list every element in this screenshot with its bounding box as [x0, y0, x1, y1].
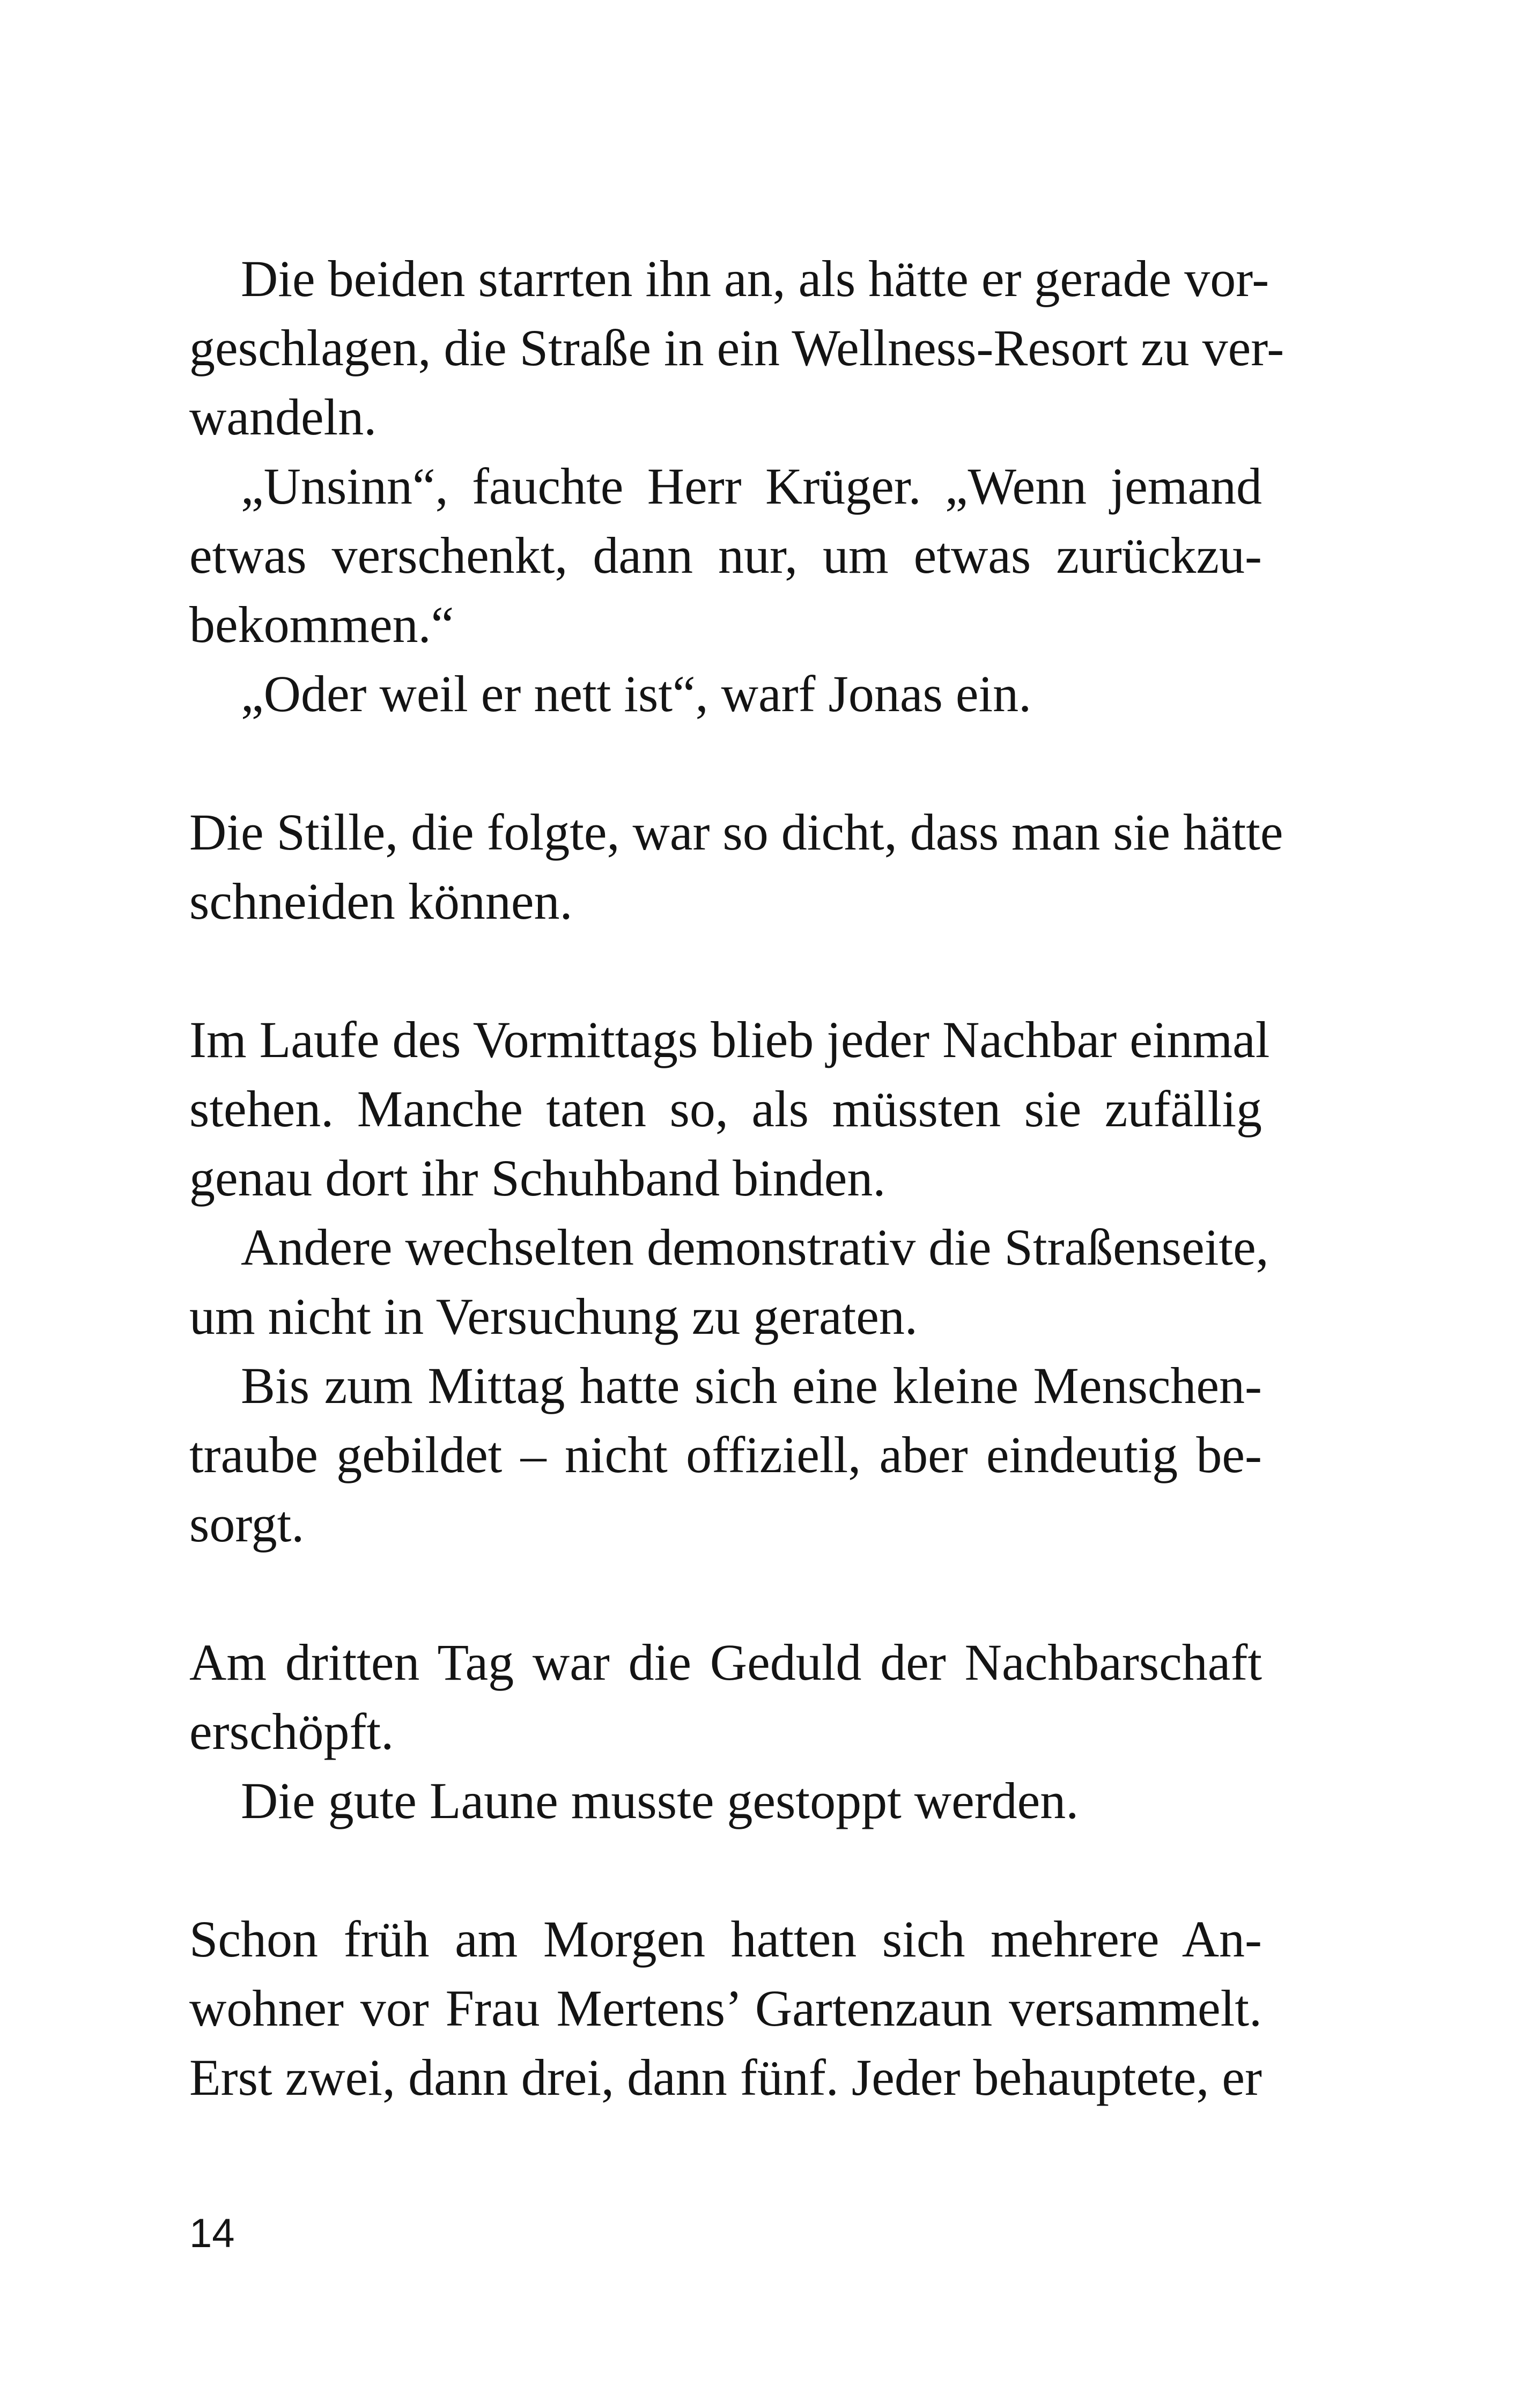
body-text — [189, 244, 1284, 2112]
text-line: traube gebildet – nicht offiziell, aber eindeutig be- — [189, 1426, 1262, 1483]
text-line: Die Stille, die folgte, war so dicht, dass man sie hätte — [189, 803, 1283, 861]
text-line: etwas verschenkt, dann nur, um etwas zurückzu- — [189, 527, 1262, 584]
text-line: Bis zum Mittag hatte sich eine kleine Menschen- — [241, 1357, 1262, 1414]
text-line: genau dort ihr Schuhband binden. — [189, 1149, 886, 1207]
text-line: erschöpft. — [189, 1703, 394, 1760]
text-line: bekommen.“ — [189, 596, 454, 653]
section-break — [189, 1558, 1262, 1628]
text-line: schneiden können. — [189, 873, 573, 930]
text-line: Die beiden starrten ihn an, als hätte er gerade vor- — [241, 250, 1269, 307]
text-line: Schon früh am Morgen hatten sich mehrere An- — [189, 1910, 1262, 1968]
page-number: 14 — [189, 2211, 235, 2256]
text-line: „Oder weil er nett ist“, warf Jonas ein. — [241, 665, 1032, 722]
text-line: um nicht in Versuchung zu geraten. — [189, 1288, 918, 1345]
section-break — [189, 936, 1262, 1005]
text-line: stehen. Manche taten so, als müssten sie zufällig — [189, 1080, 1262, 1137]
text-line: wandeln. — [189, 388, 377, 446]
text-line: Andere wechselten demonstrativ die Straßenseite, — [241, 1218, 1269, 1276]
text-line: geschlagen, die Straße in ein Wellness-Resort zu ver- — [189, 319, 1284, 376]
text-line: wohner vor Frau Mertens’ Gartenzaun versammelt. — [189, 1979, 1262, 2037]
text-line: Im Laufe des Vormittags blieb jeder Nachbar einmal — [189, 1011, 1270, 1068]
text-line: sorgt. — [189, 1495, 305, 1553]
text-line: Erst zwei, dann drei, dann fünf. Jeder behauptete, er — [189, 2049, 1262, 2106]
text-line: Am dritten Tag war die Geduld der Nachbarschaft — [189, 1634, 1262, 1691]
text-line: Die gute Laune musste gestoppt werden. — [241, 1772, 1079, 1829]
section-break — [189, 728, 1262, 797]
text-line: „Unsinn“, fauchte Herr Krüger. „Wenn jemand — [241, 457, 1262, 515]
section-break — [189, 1835, 1262, 1904]
